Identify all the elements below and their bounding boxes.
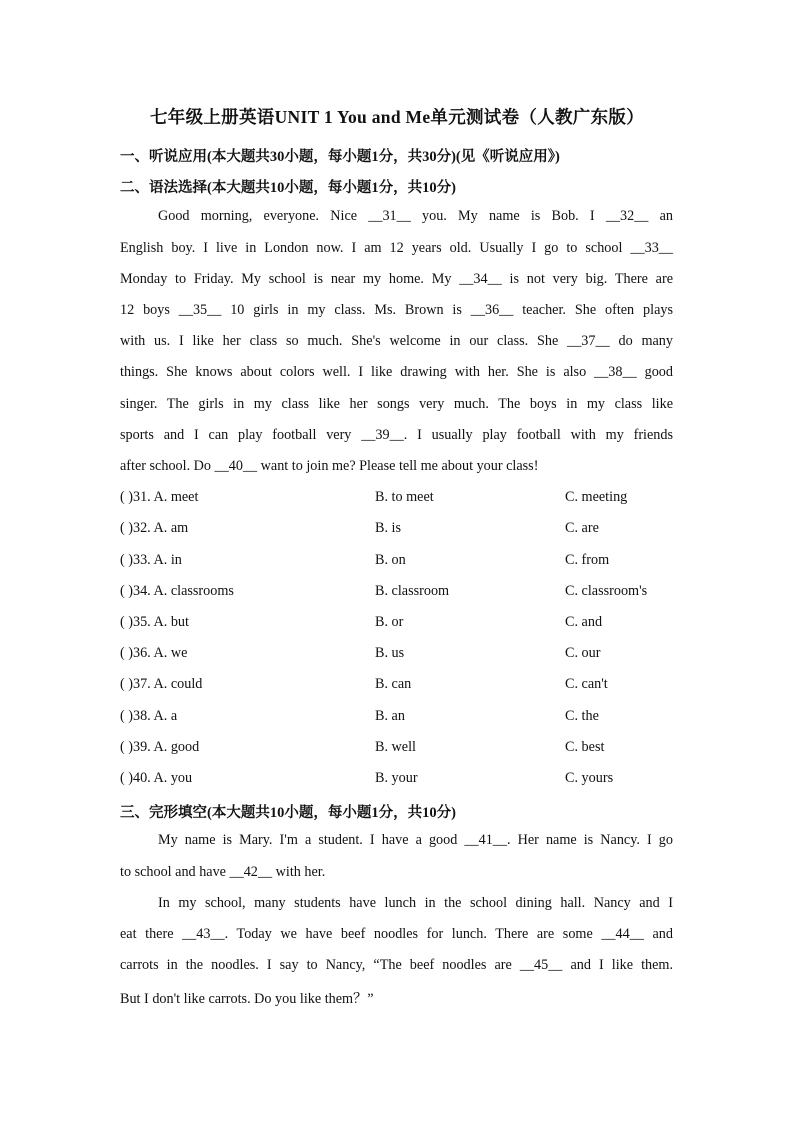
question-number-option-a: ( )33. A. in [120, 552, 182, 568]
option-c: C. the [565, 708, 599, 724]
passage-1-line: with us. I like her class so much. She's welcome in our class. She __37__ do many [120, 333, 673, 349]
section-2-heading: 二、语法选择(本大题共10小题，每小题1分，共10分) [120, 180, 456, 196]
section-3-heading: 三、完形填空(本大题共10小题，每小题1分，共10分) [120, 805, 456, 821]
option-c: C. from [565, 552, 610, 568]
option-c: C. and [565, 614, 603, 630]
option-b: B. is [375, 520, 402, 536]
passage-2-line: carrots in the noodles. I say to Nancy, “The beef noodles are __45__ and I like them. [120, 957, 673, 973]
question-number-option-a: ( )36. A. we [120, 645, 188, 661]
passage-1-line: things. She knows about colors well. I like drawing with her. She is also __38__ good [120, 364, 673, 380]
option-b: B. on [375, 552, 406, 568]
passage-1-line: sports and I can play football very __39__. I usually play football with my friends [120, 427, 673, 443]
passage-1-line: English boy. I live in London now. I am 12 years old. Usually I go to school __33__ [120, 240, 673, 256]
option-b: B. or [375, 614, 404, 630]
option-c: C. can't [565, 676, 608, 692]
option-c: C. meeting [565, 489, 628, 505]
option-c: C. are [565, 520, 599, 536]
passage-1-line: Monday to Friday. My school is near my home. My __34__ is not very big. There are [120, 271, 673, 287]
question-number-option-a: ( )39. A. good [120, 739, 200, 755]
question-number-option-a: ( )31. A. meet [120, 489, 199, 505]
question-number-option-a: ( )40. A. you [120, 770, 193, 786]
passage-1-line: 12 boys __35__ 10 girls in my class. Ms. Brown is __36__ teacher. She often plays [120, 302, 673, 318]
passage-1-line: Good morning, everyone. Nice __31__ you. My name is Bob. I __32__ an [158, 208, 673, 224]
question-number-option-a: ( )37. A. could [120, 676, 203, 692]
question-number-option-a: ( )35. A. but [120, 614, 189, 630]
passage-2-line: My name is Mary. I'm a student. I have a good __41__. Her name is Nancy. I go [158, 832, 673, 848]
passage-1-line: singer. The girls in my class like her songs very much. The boys in my class like [120, 396, 673, 412]
option-c: C. classroom's [565, 583, 648, 599]
question-number-option-a: ( )34. A. classrooms [120, 583, 234, 599]
section-1-heading: 一、听说应用(本大题共30小题，每小题1分，共30分)(见《听说应用》) [120, 149, 560, 165]
page-title: 七年级上册英语UNIT 1 You and Me单元测试卷（人教广东版） [149, 107, 645, 127]
passage-2-line: But I don't like carrots. Do you like them？” [120, 991, 374, 1007]
option-b: B. classroom [375, 583, 450, 599]
passage-2-line: eat there __43__. Today we have beef noodles for lunch. There are some __44__ and [120, 926, 673, 942]
passage-1-line: after school. Do __40__ want to join me? Please tell me about your class! [120, 458, 539, 474]
option-c: C. best [565, 739, 605, 755]
option-b: B. your [375, 770, 418, 786]
option-b: B. can [375, 676, 412, 692]
passage-2-line: In my school, many students have lunch in the school dining hall. Nancy and I [158, 895, 673, 911]
option-c: C. our [565, 645, 601, 661]
option-c: C. yours [565, 770, 614, 786]
option-b: B. an [375, 708, 405, 724]
question-number-option-a: ( )32. A. am [120, 520, 189, 536]
question-number-option-a: ( )38. A. a [120, 708, 178, 724]
passage-2-line: to school and have __42__ with her. [120, 864, 326, 880]
option-b: B. to meet [375, 489, 434, 505]
option-b: B. us [375, 645, 405, 661]
option-b: B. well [375, 739, 416, 755]
